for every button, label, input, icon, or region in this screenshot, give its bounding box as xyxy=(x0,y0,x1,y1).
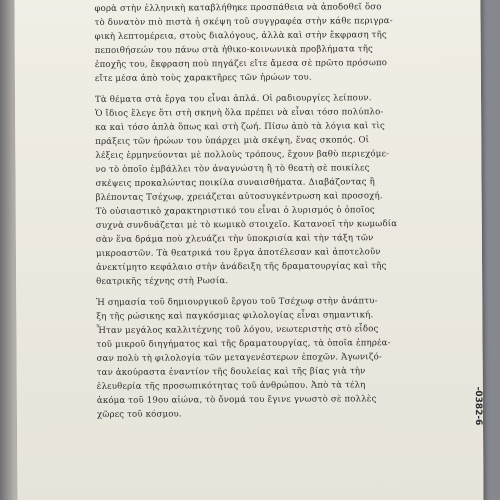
text-line: ταν ἀκούραστα ἐναντίον τῆς δουλείας καὶ τῆς βίας γιὰ τὴν xyxy=(96,366,366,378)
text-line: ξη τῆς ρώσικης καὶ παγκόσμιας φιλολογίας εἶναι σημαντική. xyxy=(96,310,374,322)
book-page xyxy=(14,0,483,500)
text-line: εἴτε μέσα ἀπὸ τοὺς χαρακτῆρες τῶν ἡρώων του. xyxy=(94,72,312,84)
text-line: βλέποντας Τσέχωφ, χρειάζεται αὐτοσυγκέντρωση καὶ προσοχή. xyxy=(95,191,383,203)
text-line: τοῦ μικροῦ διηγήματος καὶ τῆς δραματουργίας, τὰ ὁποῖα ἐπηρέα- xyxy=(96,338,391,350)
isbn-number: -0382-6 xyxy=(472,386,484,426)
text-line: κα καὶ τόσο ἁπλὰ ὅπως καὶ στὴ ζωή. Πίσω ἀπὸ τὰ λόγια καὶ τὶς xyxy=(95,121,385,133)
text-line: συχνὰ συνδυάζεται μὲ τὸ κωμικὸ στοιχεῖο. Κατανοεῖ τὴν κωμωδία xyxy=(95,219,398,231)
text-line: λέξεις ἑρμηνεύονται μὲ πολλοὺς τρόπους, ἔχουν βαθὺ περιεχόμε- xyxy=(95,149,390,161)
text-line: φικὴ λεπτομέρεια, στοὺς διαλόγους, ἀλλὰ καὶ στὴν ἔκφραση τῆς xyxy=(94,30,387,42)
text-line: σαν πολὺ τὴ φιλολογία τῶν μεταγενέστερων ἐποχῶν. Ἀγωνιζό- xyxy=(96,352,383,364)
text-line: θεατρικῆς τέχνης στὴ Ρωσία. xyxy=(96,276,229,287)
text-line: ἀκόμα τοῦ 19ου αἰώνα, τὸ ὄνομά του ἔγινε γνωστὸ σὲ πολλὲς xyxy=(96,394,377,406)
text-line: φορὰ στὴν ἑλληνικὴ καταβλήθηκε προσπάθεια νὰ ἀποδοθεῖ ὅσο xyxy=(94,2,382,14)
text-line: Ἦταν μεγάλος καλλιτέχνης τοῦ λόγου, νεωτεριστὴς στὸ εἶδος xyxy=(96,324,379,336)
text-line: ἐποχῆς του, ἔκφραση ποὺ πηγάζει εἴτε ἄμεσα σὲ πρῶτο πρόσωπο xyxy=(94,58,388,70)
body-text xyxy=(94,0,449,422)
text-line: μικροαστῶν. Τὰ θεατρικά του ἔργα ἀποτέλεσαν καὶ ἀποτελοῦν xyxy=(95,247,381,259)
paragraph-themes xyxy=(95,91,448,289)
text-line: νο τὸ ὁποῖο ἐμβάλλει τὸν ἀναγνώστη ἢ τὸ θεατὴ σὲ ποικίλες xyxy=(95,163,370,175)
text-line: Τὸ οὐσιαστικὸ χαρακτηριστικό του εἶναι ὁ λυρισμός ὁ ὁποῖος xyxy=(95,205,375,217)
text-line: σὰν ἕνα δράμα ποὺ χλευάζει τὴν ὑποκρισία καὶ τὴν τάξη τῶν xyxy=(95,233,374,245)
text-line: χῶρες τοῦ κόσμου. xyxy=(96,409,182,420)
text-line: ἐλευθερία τῆς προσωπικότητας τοῦ ἀνθρώπου. Ἀπὸ τὰ τέλη xyxy=(96,380,366,392)
paragraph-significance xyxy=(96,294,449,422)
text-line: Τὰ θέματα στὰ ἔργα του εἶναι ἁπλά. Οἱ ραδιουργίες λείπουν. xyxy=(95,93,372,105)
text-line: Ὁ ἴδιος ἔλεγε ὅτι στὴ σκηνὴ ὅλα πρέπει νὰ εἶναι τόσο πολύπλο- xyxy=(95,107,384,119)
text-line: πράξεις τῶν ἡρώων του ὑπάρχει μιὰ σκέψη, ἕνας σκοπός. Οἱ xyxy=(95,135,370,147)
paragraph-translation xyxy=(94,0,447,86)
text-line: πεποιθήσεών του πάνω στὰ ἠθικο-κοινωνικὰ προβλήματα τῆς xyxy=(94,44,373,56)
text-line: σκέψεις προκαλώντας ποικίλα συναισθήματα. Διαβάζοντας ἢ xyxy=(95,177,375,189)
text-line: τὸ δυνατὸν πιὸ πιστὰ ἡ σκέψη τοῦ συγγραφέα στὴν κάθε περιγρα- xyxy=(94,16,393,28)
text-line: ἀνεκτίμητο κεφάλαιο στὴν ἀνάδειξη τῆς δραματουργίας καὶ τῆς xyxy=(96,261,387,273)
text-line: Ἡ σημασία τοῦ δημιουργικοῦ ἔργου τοῦ Τσέχωφ στὴν ἀνάπτυ- xyxy=(96,296,378,308)
